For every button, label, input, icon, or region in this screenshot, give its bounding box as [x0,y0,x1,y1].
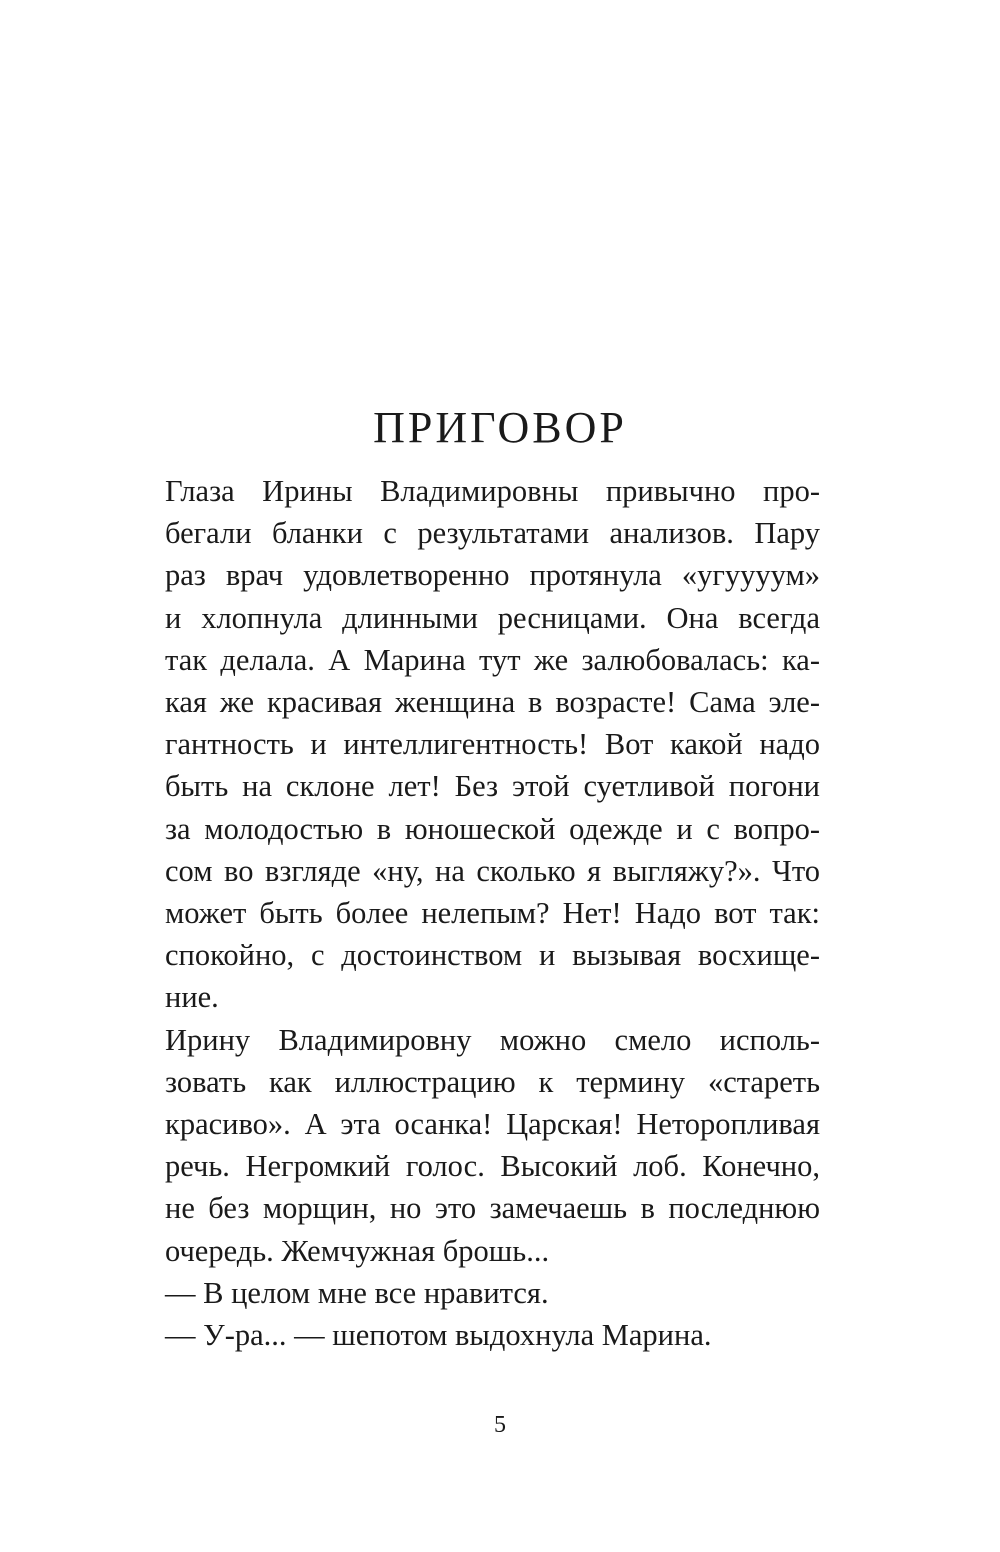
text-line: Глаза Ирины Владимировны привычно про- [165,474,820,508]
text-line: за молодостью в юношеской одежде и с вопро- [165,811,820,846]
page-number: 5 [494,1412,506,1438]
text-line: может быть более нелепым? Нет! Надо вот так: [165,896,820,931]
text-line: гантность и интеллигентность! Вот какой надо [165,727,820,762]
text-line: не без морщин, но это замечаешь в последнюю [165,1191,820,1226]
dialogue-line-2 [135,1314,820,1356]
text-line: бегали бланки с результатами анализов. Пару [165,516,820,551]
paragraph-1 [135,470,820,1019]
text-line: кая же красивая женщина в возрасте! Сама эле- [165,685,820,720]
text-line: речь. Негромкий голос. Высокий лоб. Конечно, [165,1149,820,1184]
text-line: сом во взгляде «ну, на сколько я выгляжу?». Что [165,853,820,888]
text-line: красиво». А эта осанка! Царская! Неторопливая [165,1107,820,1142]
text-line: — В целом мне все нравится. [165,1275,549,1310]
text-line: — У-ра... — шепотом выдохнула Марина. [165,1318,712,1353]
text-line: раз врач удовлетворенно протянула «угуууум» [165,558,820,593]
dialogue-line-1 [135,1272,820,1314]
text-line: и хлопнула длинными ресницами. Она всегда [165,600,820,635]
body-text [135,470,820,1356]
text-line: очередь. Жемчужная брошь... [165,1233,550,1268]
text-line: так делала. А Марина тут же залюбовалась: ка- [165,642,820,677]
text-line: спокойно, с достоинством и вызывая восхище- [165,938,820,973]
chapter-title: ПРИГОВОР [373,403,627,452]
text-line: Ирину Владимировну можно смело исполь- [165,1022,820,1057]
text-line: ние. [165,980,219,1015]
text-line: быть на склоне лет! Без этой суетливой погони [165,769,820,804]
paragraph-2 [135,1019,820,1272]
text-line: зовать как иллюстрацию к термину «стареть [165,1064,820,1099]
